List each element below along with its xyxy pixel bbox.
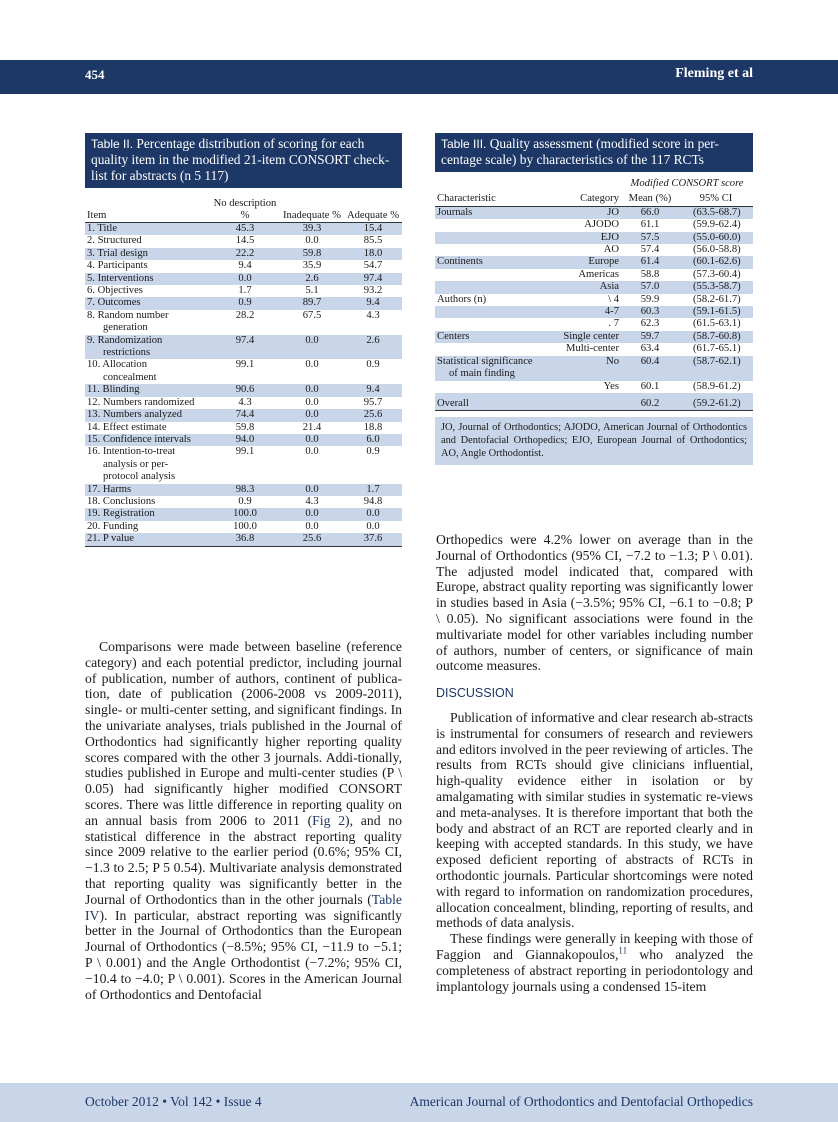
category-cell: EJO <box>545 232 621 244</box>
item-cell <box>85 434 210 446</box>
inadequate-cell: 0.0 <box>280 508 344 520</box>
table-3-row <box>435 206 753 219</box>
inadequate-cell: 0.0 <box>280 335 344 360</box>
no-description-cell: 0.0 <box>210 273 280 285</box>
item-label: 9. Randomization <box>87 334 163 346</box>
item-cell <box>85 446 210 483</box>
table-2-row <box>85 521 402 533</box>
adequate-cell: 6.0 <box>344 434 402 446</box>
item-cell <box>85 359 210 384</box>
col-header-mean: Mean (%) <box>621 190 679 206</box>
left-text-column <box>85 639 402 1002</box>
inadequate-cell: 0.0 <box>280 434 344 446</box>
table-2-row <box>85 248 402 260</box>
inadequate-cell: 5.1 <box>305 285 319 297</box>
table-3-row <box>435 294 753 306</box>
no-description-cell: 0.9 <box>238 495 252 507</box>
ci-cell: (57.3-60.4) <box>693 268 741 280</box>
item-cell <box>85 496 210 508</box>
adequate-cell: 93.2 <box>363 285 383 297</box>
characteristic-cell <box>435 281 545 293</box>
table-2-row <box>85 434 402 446</box>
characteristic-label: Centers <box>437 330 470 342</box>
category-cell: No <box>545 356 621 381</box>
adequate-cell: 54.7 <box>363 260 383 272</box>
no-description-cell: 9.4 <box>238 260 252 272</box>
table-2-row <box>85 335 402 360</box>
mean-cell: 60.1 <box>640 380 660 392</box>
item-cell <box>85 397 210 409</box>
table-3-footnote: JO, Journal of Orthodontics; AJODO, American Journal of Orthodontics and Dentofacial Orthopedics; EJO, European Journal of Orthodontics; AO, Angle Orthodontist. <box>435 417 753 465</box>
ci-cell: (60.1-62.6) <box>679 256 753 268</box>
item-label: 12. Numbers randomized <box>87 396 195 408</box>
mean-cell: 60.2 <box>621 393 679 411</box>
table-3-row <box>435 269 753 281</box>
table-3-super-header-row <box>435 172 753 190</box>
item-label: 1. Title <box>87 223 118 234</box>
item-label: 4. Participants <box>87 260 148 272</box>
characteristic-label: of main finding <box>449 368 515 380</box>
inadequate-cell: 35.9 <box>302 260 322 272</box>
adequate-cell: 25.6 <box>344 409 402 421</box>
item-cell <box>85 285 210 297</box>
adequate-cell: 0.0 <box>344 508 402 520</box>
table-3-row <box>435 306 753 318</box>
category-cell: AO <box>603 244 619 256</box>
mean-cell: 61.1 <box>640 219 660 231</box>
inadequate-cell: 0.0 <box>305 520 319 532</box>
table-2 <box>85 133 402 547</box>
table-3-row <box>435 232 753 244</box>
inadequate-cell: 39.3 <box>280 223 344 236</box>
no-description-cell: 28.2 <box>235 309 255 321</box>
body-paragraph: Orthopedics were 4.2% lower on average than in the Journal of Orthodontics (95% CI, −7.2 to −1.3; P \ 0.01). The adjusted model indicated that, compared with Europe, abstract quality reporting was significantly lower in studies based in Asia (−3.5%; 95% CI, −6.1 to −0.8; P \ 0.05). No significant associations were found in the multivariate model for other variables including number of authors, number of centers, or significance of main outcome measures. <box>436 532 753 674</box>
item-label: 13. Numbers analyzed <box>87 409 183 421</box>
characteristic-label: Continents <box>437 256 483 268</box>
characteristic-cell <box>435 294 545 306</box>
table-3-row <box>435 331 753 343</box>
inadequate-cell: 0.0 <box>305 396 319 408</box>
text-run: These findings were generally in keeping with those of Faggion and Giannakopoulos, <box>436 931 753 962</box>
mean-cell: 57.5 <box>621 232 679 244</box>
mean-cell: 59.7 <box>621 331 679 343</box>
col-header-item: Item <box>85 188 210 223</box>
mean-cell: 57.4 <box>640 244 660 256</box>
inadequate-cell: 89.7 <box>280 297 344 309</box>
item-cell <box>85 422 210 434</box>
body-paragraph: Publication of informative and clear research ab-stracts is instrumental for consumers of research and reviewers and editors involved in the peer reviewing of articles. The results from RCTs should give clinicians influential, high-quality evidence either in isolation or by amalgamating with similar studies in systematic re-views and meta-analyses. It is therefore important that both the body and abstract of an RCT are reported clearly and in keeping with accepted standards. In this study, we have exposed deficient reporting of abstracts of RCTs in orthodontic journals. Particular shortcomings were noted with regard to information on randomization procedures, allocation concealment, blinding, reporting of results, and methods of data analysis. <box>436 709 753 931</box>
table-2-caption <box>85 133 402 188</box>
no-description-cell: 0.9 <box>210 297 280 309</box>
table-3-row <box>435 343 753 355</box>
item-cell <box>85 297 210 309</box>
item-label: 2. Structured <box>87 235 142 247</box>
no-description-cell: 99.1 <box>235 359 255 371</box>
item-cell <box>85 260 210 272</box>
no-description-cell: 97.4 <box>210 335 280 360</box>
table-2-caption-text: Percentage distribution of scoring for each quality item in the modified 21-item CONSORT check-list for abstracts (n 5 117) <box>91 136 390 183</box>
characteristic-cell <box>435 244 545 256</box>
table-2-row <box>85 223 402 236</box>
adequate-cell: 4.3 <box>366 309 380 321</box>
ci-cell: (59.1-61.5) <box>679 306 753 318</box>
mean-cell: 61.4 <box>621 256 679 268</box>
category-cell: Americas <box>578 268 619 280</box>
col-header-inadequate: Inadequate % <box>280 188 344 223</box>
item-label: 5. Interventions <box>87 272 154 284</box>
adequate-cell: 18.8 <box>363 421 383 433</box>
adequate-cell: 0.9 <box>366 446 380 458</box>
item-label: concealment <box>103 371 157 383</box>
ci-cell: (58.2-61.7) <box>693 293 741 305</box>
category-cell: AJODO <box>584 219 619 231</box>
adequate-cell: 9.4 <box>344 384 402 396</box>
item-label: 20. Funding <box>87 520 139 532</box>
category-cell <box>545 393 621 411</box>
table-3-row <box>435 318 753 330</box>
item-cell <box>85 248 210 260</box>
item-cell <box>85 235 210 247</box>
no-description-cell: 100.0 <box>233 520 257 532</box>
inadequate-cell: 0.0 <box>305 359 319 371</box>
table-2-row <box>85 446 402 483</box>
category-cell: Single center <box>545 331 621 343</box>
category-cell: \ 4 <box>608 293 619 305</box>
characteristic-cell <box>435 232 545 244</box>
adequate-cell: 97.4 <box>344 273 402 285</box>
item-label: 21. P value <box>87 533 134 545</box>
mean-cell: 63.4 <box>640 343 660 355</box>
table-2-header-row <box>85 188 402 223</box>
ci-cell: (63.5-68.7) <box>679 206 753 219</box>
adequate-cell: 0.0 <box>366 520 380 532</box>
category-cell: JO <box>545 206 621 219</box>
characteristic-label: Authors (n) <box>437 293 487 305</box>
mean-cell: 62.3 <box>640 318 660 330</box>
mean-cell: 60.3 <box>621 306 679 318</box>
inadequate-cell: 59.8 <box>280 248 344 260</box>
characteristic-label: Statistical significance <box>437 355 533 367</box>
item-cell <box>85 521 210 533</box>
inadequate-cell: 2.6 <box>280 273 344 285</box>
ci-cell: (61.5-63.1) <box>693 318 741 330</box>
mean-cell: 59.9 <box>640 293 660 305</box>
inadequate-cell: 21.4 <box>302 421 322 433</box>
item-label: 14. Effect estimate <box>87 421 167 433</box>
item-label: 17. Harms <box>87 483 132 495</box>
col-header-characteristic: Characteristic <box>435 190 545 206</box>
inadequate-cell: 0.0 <box>305 446 319 458</box>
category-cell: Yes <box>603 380 619 392</box>
characteristic-cell <box>435 206 545 219</box>
page-header <box>0 60 838 94</box>
no-description-cell: 1.7 <box>238 285 252 297</box>
characteristic-cell <box>435 343 545 355</box>
footer-issue: October 2012 • Vol 142 • Issue 4 <box>85 1094 262 1109</box>
text-run: Comparisons were made between baseline (reference category) and each potential predictor, including journal of publication, number of authors, continent of publica-tion, date of publication (2006-2008 vs 2009-2011), single- or multi-center setting, and significant findings. In the univariate analyses, trials published in the Journal of Orthodontics had significantly higher reporting quality scores compared with the other 3 journals. Addi-tionally, studies published in Europe and multi-center studies (P \ 0.05) had significantly higher modified CONSORT scores. There was little difference in reporting quality on an annual basis from 2006 to 2011 ( <box>85 639 402 828</box>
inadequate-cell: 0.0 <box>280 409 344 421</box>
item-label: 3. Trial design <box>87 247 148 259</box>
adequate-cell: 95.7 <box>363 396 383 408</box>
text-run: ), and no statistical difference in the abstract reporting quality since 2009 relative to the earlier period (0.6%; 95% CI, −1.3 to 2.5; P 5 0.54). Multivariate analysis demonstrated that reporting quality was significantly better in the Journal of Orthodontics than in the other journals ( <box>85 812 402 907</box>
ci-cell: (55.3-58.7) <box>679 281 753 293</box>
item-cell <box>85 384 210 396</box>
item-cell <box>85 273 210 285</box>
table-2-row <box>85 508 402 520</box>
adequate-cell: 94.8 <box>363 495 383 507</box>
table-2-row <box>85 397 402 409</box>
ci-cell: (56.0-58.8) <box>693 244 741 256</box>
item-label: 19. Registration <box>87 508 155 520</box>
adequate-cell: 15.4 <box>344 223 402 236</box>
adequate-cell: 85.5 <box>363 235 383 247</box>
table-3-label: Table III. <box>441 137 487 151</box>
ci-cell: (58.7-60.8) <box>679 331 753 343</box>
table-3 <box>435 133 753 465</box>
table-3-row <box>435 281 753 293</box>
adequate-cell: 2.6 <box>344 335 402 360</box>
text-run: who analyzed the completeness of abstract reporting in periodontology and implantology journals using a condensed 15-item <box>436 946 753 994</box>
section-heading-discussion: DISCUSSION <box>436 686 514 701</box>
item-label: 15. Confidence intervals <box>87 433 191 445</box>
inadequate-cell: 0.0 <box>280 484 344 496</box>
category-cell: Asia <box>545 281 621 293</box>
table-2-row <box>85 484 402 496</box>
super-header-modified-consort: Modified CONSORT score <box>630 178 744 189</box>
inadequate-cell: 25.6 <box>280 533 344 546</box>
item-label: analysis or per- <box>103 458 169 470</box>
text-run: ). In particular, abstract reporting was significantly better in the Journal of Orthodontics than the European Journal of Orthodontics (−8.5%; 95% CI, −11.9 to −5.1; P \ 0.001) and the Angle Orthodontist (−7.2%; 95% CI, −10.4 to −4.0; P \ 0.001). Scores in the American Journal of Orthodontics and Dentofacial <box>85 907 402 1002</box>
item-cell <box>85 533 210 546</box>
mean-cell: 60.4 <box>621 356 679 381</box>
item-label: restrictions <box>103 347 151 359</box>
table-2-row <box>85 359 402 384</box>
table-2-row <box>85 285 402 297</box>
no-description-cell: 14.5 <box>235 235 255 247</box>
table-2-row <box>85 496 402 508</box>
characteristic-cell <box>435 393 545 411</box>
adequate-cell: 9.4 <box>344 297 402 309</box>
item-cell <box>85 310 210 335</box>
characteristic-label: Journals <box>437 206 473 218</box>
characteristic-label: Overall <box>437 398 469 409</box>
table-2-grid <box>85 188 402 547</box>
item-label: 10. Allocation <box>87 359 148 371</box>
item-cell <box>85 223 210 236</box>
item-label: 11. Blinding <box>87 384 140 396</box>
table-2-row <box>85 260 402 272</box>
category-cell: Multi-center <box>566 343 619 355</box>
ci-cell: (61.7-65.1) <box>693 343 741 355</box>
characteristic-cell <box>435 306 545 318</box>
table-3-row <box>435 393 753 411</box>
adequate-cell: 0.9 <box>366 359 380 371</box>
characteristic-cell <box>435 219 545 231</box>
characteristic-cell <box>435 381 545 393</box>
body-paragraph <box>85 639 402 1002</box>
category-cell: Europe <box>545 256 621 268</box>
characteristic-cell <box>435 269 545 281</box>
table-3-row <box>435 219 753 231</box>
no-description-cell: 22.2 <box>210 248 280 260</box>
no-description-cell: 99.1 <box>235 446 255 458</box>
page-footer <box>0 1083 838 1122</box>
col-header-adequate: Adequate % <box>344 188 402 223</box>
table-3-row <box>435 381 753 393</box>
table-2-row <box>85 235 402 247</box>
table-3-grid <box>435 172 753 411</box>
no-description-cell: 90.6 <box>210 384 280 396</box>
body-paragraph <box>436 931 753 994</box>
item-label: generation <box>103 322 148 334</box>
item-label: protocol analysis <box>103 471 176 483</box>
table-2-row <box>85 273 402 285</box>
adequate-cell: 1.7 <box>344 484 402 496</box>
table-2-row <box>85 533 402 546</box>
item-label: 8. Random number <box>87 309 169 321</box>
mean-cell: 57.0 <box>621 281 679 293</box>
table-3-caption <box>435 133 753 172</box>
item-label: 7. Outcomes <box>87 297 141 309</box>
running-authors: Fleming et al <box>675 66 753 81</box>
item-cell <box>85 409 210 421</box>
table-3-row <box>435 356 753 381</box>
no-description-cell: 98.3 <box>210 484 280 496</box>
inadequate-cell: 0.0 <box>280 384 344 396</box>
table-2-row <box>85 384 402 396</box>
inadequate-cell: 4.3 <box>305 495 319 507</box>
footer-journal: American Journal of Orthodontics and Dentofacial Orthopedics <box>409 1094 753 1109</box>
no-description-cell: 100.0 <box>210 508 280 520</box>
table-2-label: Table II. <box>91 137 134 151</box>
characteristic-cell <box>435 356 545 381</box>
table-2-row <box>85 297 402 309</box>
inadequate-cell: 67.5 <box>302 309 322 321</box>
adequate-cell: 37.6 <box>344 533 402 546</box>
category-cell: . 7 <box>608 318 619 330</box>
ci-cell: (58.7-62.1) <box>679 356 753 381</box>
no-description-cell: 74.4 <box>210 409 280 421</box>
table-3-header-row <box>435 190 753 206</box>
ci-cell: (58.9-61.2) <box>693 380 741 392</box>
ci-cell: (59.9-62.4) <box>693 219 741 231</box>
no-description-cell: 4.3 <box>238 396 252 408</box>
adequate-cell: 18.0 <box>344 248 402 260</box>
no-description-cell: 59.8 <box>235 421 255 433</box>
item-label: 6. Objectives <box>87 285 143 297</box>
col-header-category: Category <box>545 190 621 206</box>
no-description-cell: 45.3 <box>210 223 280 236</box>
table-3-row <box>435 244 753 256</box>
mean-cell: 66.0 <box>621 206 679 219</box>
ci-cell: (59.2-61.2) <box>679 393 753 411</box>
ci-cell: (55.0-60.0) <box>679 232 753 244</box>
no-description-cell: 94.0 <box>210 434 280 446</box>
table-2-row <box>85 409 402 421</box>
table-2-row <box>85 310 402 335</box>
col-header-no-description: No description % <box>210 188 280 223</box>
item-cell <box>85 335 210 360</box>
inadequate-cell: 0.0 <box>305 235 319 247</box>
table-3-caption-text: Quality assessment (modified score in per-centage scale) by characteristics of the 117 RCTs <box>441 136 719 167</box>
right-text-column <box>436 532 753 994</box>
reference-11-link[interactable]: 11 <box>618 945 628 956</box>
item-label: 16. Intention-to-treat <box>87 446 176 458</box>
item-cell <box>85 484 210 496</box>
table-2-row <box>85 422 402 434</box>
characteristic-cell <box>435 318 545 330</box>
figure-2-link[interactable]: Fig 2 <box>312 812 346 828</box>
page-number: 454 <box>85 67 105 82</box>
no-description-cell: 36.8 <box>210 533 280 546</box>
mean-cell: 58.8 <box>640 268 660 280</box>
table-3-row <box>435 256 753 268</box>
item-label: 18. Conclusions <box>87 495 156 507</box>
table-4-link[interactable]: Table IV <box>85 891 402 923</box>
characteristic-cell <box>435 256 545 268</box>
col-header-ci: 95% CI <box>679 190 753 206</box>
category-cell: 4-7 <box>545 306 621 318</box>
characteristic-cell <box>435 331 545 343</box>
item-cell <box>85 508 210 520</box>
